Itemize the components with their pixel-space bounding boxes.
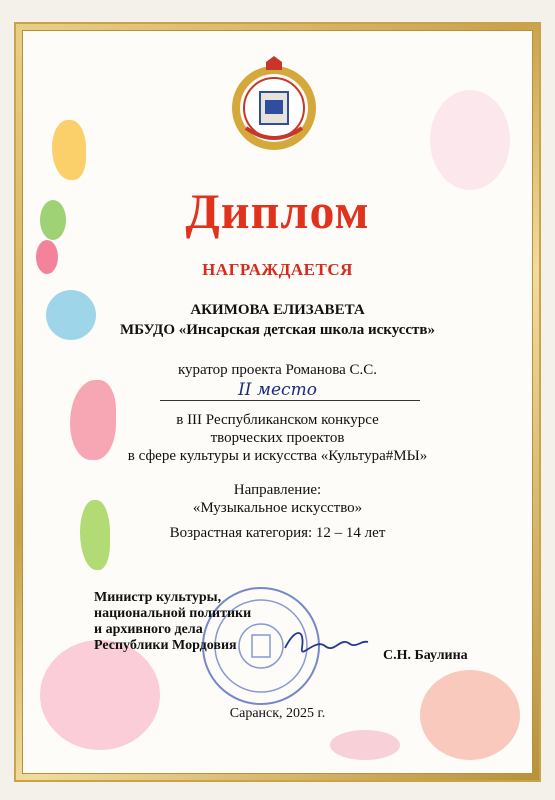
signatory-line-2: национальной политики — [94, 606, 252, 621]
contest-line-1: в III Республиканском конкурсе — [176, 412, 379, 428]
school-name: МБУДО «Инсарская детская школа искусств» — [119, 322, 436, 338]
signatory-name: С.Н. Баулина — [383, 648, 468, 663]
handwritten-signature — [280, 618, 370, 668]
place-underline — [160, 400, 420, 401]
decor-blob — [40, 640, 160, 750]
city-year: Саранск, 2025 г. — [229, 706, 326, 721]
signatory-line-4: Республики Мордовия — [94, 638, 237, 653]
signatory-line-1: Министр культуры, — [94, 590, 222, 605]
contest-line-3: в сфере культуры и искусства «Культура#МЫ» — [127, 448, 428, 464]
age-category: Возрастная категория: 12 – 14 лет — [169, 525, 386, 541]
direction-label: Направление: — [233, 482, 322, 498]
contest-line-2: творческих проектов — [210, 430, 345, 446]
signatory-block — [94, 590, 251, 654]
diploma-title: Диплом — [185, 183, 370, 239]
signatory-line-3: и архивного дела — [94, 622, 203, 637]
recipient-name: АКИМОВА ЕЛИЗАВЕТА — [190, 302, 365, 318]
coat-of-arms-emblem — [226, 56, 322, 152]
decor-blob — [430, 90, 510, 190]
direction-value: «Музыкальное искусство» — [192, 500, 363, 516]
awarded-label: НАГРАЖДАЕТСЯ — [202, 260, 353, 279]
curator-line: куратор проекта Романова С.С. — [177, 362, 378, 378]
place-handwritten: II место — [238, 380, 317, 400]
decor-blob — [330, 730, 400, 760]
decor-blob — [52, 120, 86, 180]
